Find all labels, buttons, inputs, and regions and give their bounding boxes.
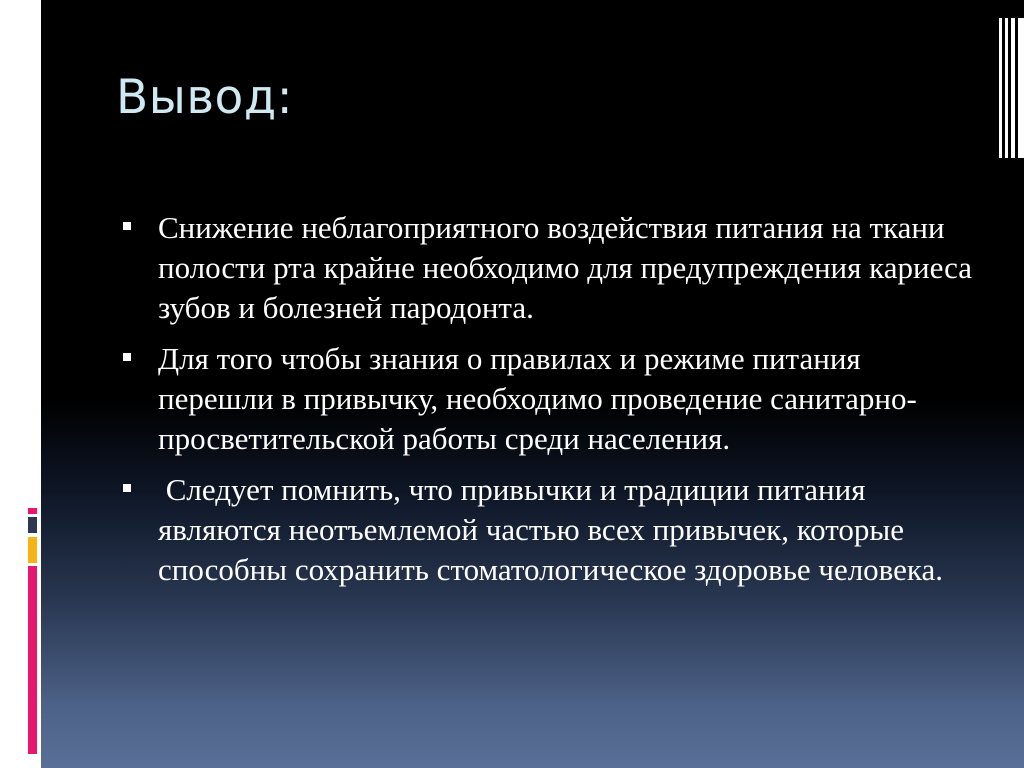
bullet-item	[120, 208, 980, 328]
bullet-item	[120, 339, 980, 459]
pink-accent-bar	[28, 566, 37, 754]
stripe	[1018, 18, 1024, 158]
square-bullet-icon	[123, 484, 131, 492]
stripe	[999, 18, 1002, 158]
navy-accent	[28, 517, 37, 533]
stripe	[1005, 18, 1008, 158]
bullet-item	[120, 470, 980, 590]
slide-title: Вывод:	[116, 70, 294, 125]
bullet-text: Следует помнить, что привычки и традиции питания являются неотъемлемой частью всех привычек, которые способны сохранить стоматологическое здоровье человека.	[158, 472, 943, 587]
title-decorative-stripes	[999, 18, 1024, 158]
bullet-text: Снижение неблагоприятного воздействия питания на ткани полости рта крайне необходимо для предупреждения кариеса зубов и болезней пародонта.	[158, 210, 980, 325]
stripe	[1011, 18, 1015, 158]
square-bullet-icon	[123, 353, 131, 361]
square-bullet-icon	[123, 222, 131, 230]
bullet-text: Для того чтобы знания о правилах и режиме питания перешли в привычку, необходимо проведение санитарно-просветительской работы среди населения.	[158, 341, 917, 456]
bullet-list	[120, 208, 980, 601]
pink-accent-small	[28, 508, 37, 514]
left-decorative-band	[0, 0, 41, 768]
yellow-accent	[28, 537, 37, 563]
